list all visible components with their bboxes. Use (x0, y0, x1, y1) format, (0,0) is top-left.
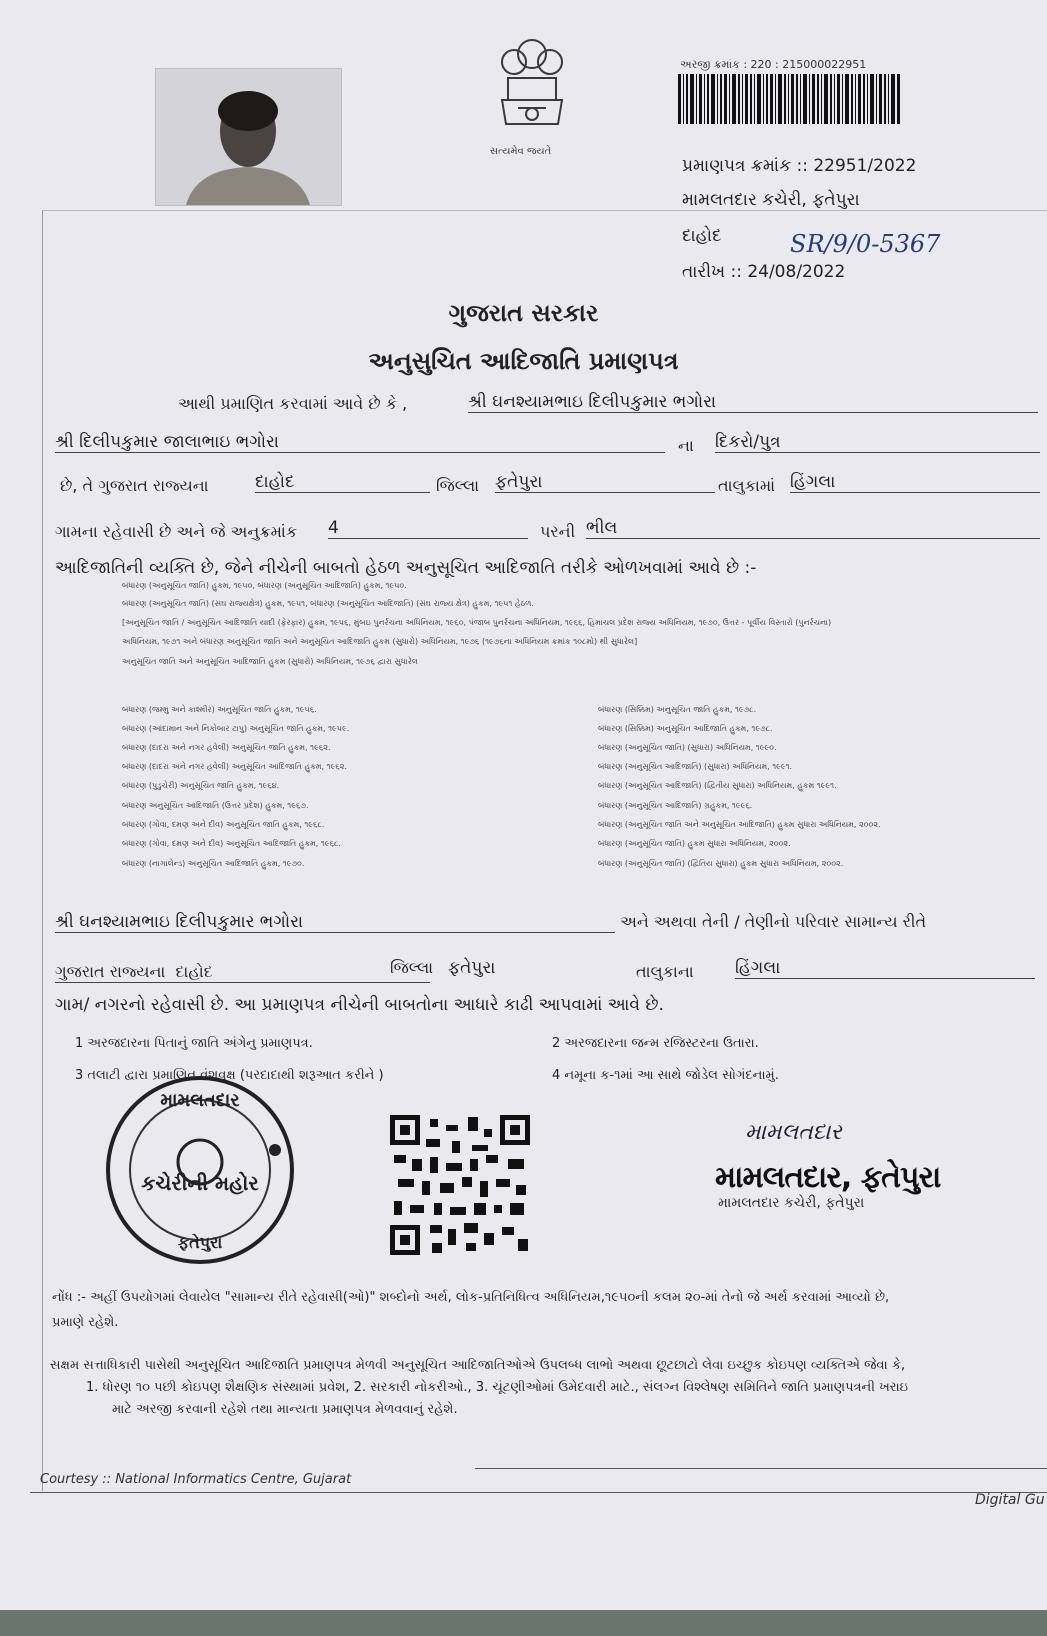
order-line-left: બંધારણ અનુસૂચિત આદિજાતિ (ઉત્તર પ્રદેશ) હુકમ, ૧૯૬૭. (122, 801, 309, 810)
village-value: હિંગલા (790, 472, 1040, 493)
handwritten-reference: SR/9/0-5367 (790, 230, 941, 258)
order-line-right: બંધારણ (અનુસૂચિત આદિજાતિ) ગ્રહુકમ, ૧૯૯૬. (598, 801, 753, 810)
issuing-office: મામલતદાર કચેરી, ફતેપુરા (682, 190, 860, 210)
order-line-left: બંધારણ (દાદરા અને નગર હવેલી) અનુસૂચિત આદિજાતિ હુકમ, ૧૯૬૨. (122, 762, 347, 771)
note-line: માટે અરજી કરવાની રહેશે તથા માન્યતા પ્રમાણપત્ર મેળવવાનું રહેશે. (112, 1402, 458, 1417)
state-text: છે, તે ગુજરાત રાજ્યના (60, 476, 209, 495)
certificate-number: પ્રમાણપત્ર ક્રમાંક :: 22951/2022 (682, 156, 917, 176)
emblem-caption: સત્યમેવ જયતે (490, 146, 552, 157)
residence-taluka: ફતેપુરા (448, 958, 496, 978)
basis-item: 4 નમૂના ક-૧માં આ સાથે જોડેલ સોગંદનામું. (552, 1068, 779, 1083)
order-line-left: બંધારણ (પુડુચેરી) અનુસૂચિત જાતિ હુકમ, ૧૯૬૪. (122, 781, 280, 790)
residence-state-text: ગુજરાત રાજ્યના દાહોદ (55, 962, 430, 983)
footer-divider (475, 1468, 1047, 1469)
order-line: અધિનિયમ, ૧૯૭૧ અને બંધારણ અનુસૂચિત જાતિ અને અનુસૂચિત આદિજાતિ હુકમ (સુધારો) અધિનિયમ, ૧૯૭૬ (૧૯૭૬ના અધિનિયમ ક્રમાંક ૧૦૮મો) થી સુધારેલ] (122, 637, 638, 646)
residence-district: દાહોદ (175, 962, 213, 981)
applicant-photo (155, 68, 342, 206)
order-line-right: બંધારણ (અનુસૂચિત આદિજાતિ) (દ્વિતીય સુધારા) અધિનિયમ, હુકમ ૧૯૯૧. (598, 781, 837, 790)
relation: દિકરો/પુત્ર (715, 432, 1040, 453)
order-line-left: બંધારણ (જમ્મુ અને કાશ્મીર) અનુસૂચિત જાતિ હુકમ, ૧૯૫૬. (122, 705, 317, 714)
order-line-left: બંધારણ (ગોવા, દમણ અને દીવ) અનુસૂચિત આદિજાતિ હુકમ, ૧૯૬૮. (122, 839, 341, 848)
note-line: સક્ષમ સત્તાધિકારી પાસેથી અનુસૂચિત આદિજાતિ પ્રમાણપત્ર મેળવી અનુસૂચિત આદિજાતિઓએ ઉપલબ્ધ લાભો અથવા છૂટછાટો લેવા ઇચ્છુક કોઇપણ વ્યક્તિએ જેવા કે, (50, 1358, 906, 1373)
signatory-title: મામલતદાર, ફતેપુરા (715, 1160, 941, 1195)
note-line: નોંધ :- અહીં ઉપયોગમાં લેવાયેલ "સામાન્ય રીતે રહેવાસી(ઓ)" શબ્દોનો અર્થ, લોક-પ્રતિનિધિત્વ અધિનિયમ,૧૯૫૦ની કલમ ૨૦-માં તેનો જે અર્થ કરવામાં આવ્યો છે, (52, 1290, 890, 1305)
basis-item: 1 અરજદારના પિતાનું જાતિ અંગેનુ પ્રમાણપત્ર. (75, 1036, 313, 1051)
courtesy-text: Courtesy :: National Informatics Centre, Gujarat (40, 1472, 352, 1487)
note-line: પ્રમાણે રહેશે. (52, 1315, 119, 1330)
signature-script: મામલતદાર (745, 1120, 842, 1145)
family-text: અને અથવા તેની / તેણીનો પરિવાર સામાન્ય રીતે (620, 912, 927, 931)
intro-text: આથી પ્રમાણિત કરવામાં આવે છે કે , (178, 394, 408, 413)
basis-item: 2 અરજદારના જન્મ રજિસ્ટરના ઉતારા. (552, 1036, 759, 1051)
qr-code (390, 1115, 530, 1255)
basis-item: 3 તલાટી દ્વારા પ્રમાણિત વંશવૃક્ષ (પરદાદાથી શરૂઆત કરીને ) (75, 1068, 384, 1083)
order-line-left: બંધારણ (દાદરા અને નગર હવેલી) અનુસૂચિત જાતિ હુકમ, ૧૯૬૨. (122, 743, 331, 752)
barcode (678, 74, 900, 124)
residence-name: શ્રી ઘનશ્યામભાઇ દિલીપકુમાર ભગોરા (55, 912, 615, 933)
order-line-right: બંધારણ (અનુસૂચિત જાતિ) (દ્વિતિય સુધારા) હુકમ સુધારા અધિનિયમ, ૨૦૦૨. (598, 859, 844, 868)
order-line-right: બંધારણ (સિક્કિમ) અનુસૂચિત આદિજાતિ હુકમ, ૧૯૭૮. (598, 724, 773, 733)
order-line-right: બંધારણ (અનુસૂચિત જાતિ) (સુધારા) અધિનિયમ, ૧૯૯૦. (598, 743, 777, 752)
order-line-right: બંધારણ (અનુસૂચિત જાતિ અને અનુસૂચિત આદિજાતિ) હુકમ સુધારા અધિનિયમ, ૨૦૦૨. (598, 820, 881, 829)
order-line: બંધારણ (અનુસૂચિત જાતિ) (સંઘ રાજ્યક્ષેત્ર) હુકમ, ૧૯૫૧, બંધારણ (અનુસૂચિત આદિજાતિ) (સંઘ રાજ્ય ક્ષેત્ર) હુકમ, ૧૯૫૧ હેઠળ. (122, 599, 534, 608)
office-seal-stamp (100, 1070, 300, 1270)
issue-date: તારીખ :: 24/08/2022 (682, 262, 846, 282)
order-line-left: બંધારણ (આંદામાન અને નિકોબાર ટાપુ) અનુસૂચિત જાતિ હુકમ, ૧૯૫૯. (122, 724, 350, 733)
signatory-office: મામલતદાર કચેરી, ફતેપુરા (718, 1195, 865, 1211)
order-line-right: બંધારણ (અનુસૂચિત આદિજાતિ) (સુધારા) અધિનિયમ, ૧૯૯૧. (598, 762, 793, 771)
footer-divider (30, 1492, 1047, 1493)
taluka-value: ફતેપુરા (495, 472, 715, 493)
residence-village: હિંગલા (735, 958, 1035, 979)
district-value: દાહોદ (255, 472, 430, 493)
order-line: બંધારણ (અનુસૂચિત જાતિ) હુકમ, ૧૯૫૦, બંધારણ (અનુસૂચિત આદિજાતિ) હુકમ, ૧૯૫૦. (122, 581, 407, 590)
certificate-title: અનુસુચિત આદિજાતિ પ્રમાણપત્ર (368, 346, 679, 375)
order-line: [અનુસૂચિત જાતિ / અનુસૂચિત આદિજાતિ યાદી (ફેરફાર) હુકમ, ૧૯૫૬, મુંબઇ પુનર્રચના અધિનિયમ, ૧૯૬૦, પંજાબ પુનર્રચના અધિનિયમ, ૧૯૬૬, હિમાચલ પ્રદેશ રાજ્ય અધિનિયમ, ૧૯૭૦, ઉત્તર - પૂર્વીય વિસ્તારો (પુનર્રચના) (122, 618, 832, 627)
issuing-district: દાહોદ (682, 226, 722, 246)
residence-district-label: જિલ્લા (390, 958, 434, 977)
applicant-name: શ્રી ઘનશ્યામભાઇ દિલીપકુમાર ભગોરા (468, 392, 1038, 413)
upon-text: પરની (540, 522, 576, 541)
taluka-label: તાલુકામાં (718, 476, 776, 495)
order-line: અનુસૂચિત જાતિ અને અનુસૂચિત આદિજાતિ હુકમ (સુધારો) અધિનિયમ, ૧૯૭૬ દ્વારા સુધારેલ (122, 657, 418, 666)
application-number: અરજી ક્રમાંક : 220 : 215000022951 (680, 58, 867, 71)
stamp-middle-text: કચેરીની મહોર (141, 1171, 259, 1195)
stamp-bottom-text: ફતેપુરા (177, 1233, 223, 1252)
digital-gujarat-text: Digital Gu (975, 1492, 1045, 1508)
ashoka-emblem-icon (488, 28, 576, 148)
declaration-text: આદિજાતિની વ્યક્તિ છે, જેને નીચેની બાબતો હેઠળ અનુસૂચિત આદિજાતિ તરીકે ઓળખવામાં આવે છે :- (55, 558, 757, 578)
tribe-name: ભીલ (586, 518, 1040, 539)
serial-number: 4 (328, 518, 528, 539)
government-title: ગુજરાત સરકાર (448, 298, 599, 327)
order-line-right: બંધારણ (સિક્કિમ) અનુસૂચિત જાતિ હુકમ, ૧૯૭૮. (598, 705, 757, 714)
district-label: જિલ્લા (436, 476, 480, 495)
residence-taluka-label: તાલુકાના (636, 962, 694, 981)
stamp-top-text: મામલતદાર (160, 1090, 240, 1111)
residence-text: ગામના રહેવાસી છે અને જે અનુક્રમાંક (55, 522, 298, 541)
order-line-right: બંધારણ (અનુસૂચિત જાતિ) હુકમ સુધારા અધિનિયમ, ૨૦૦૨. (598, 839, 791, 848)
na-text: ના (678, 436, 694, 455)
basis-text: ગામ/ નગરનો રહેવાસી છે. આ પ્રમાણપત્ર નીચેની બાબતોના આધારે કાઢી આપવામાં આવે છે. (55, 995, 664, 1015)
order-line-left: બંધારણ (ગોવા, દમણ અને દીવ) અનુસૂચિત જાતિ હુકમ, ૧૯૬૮. (122, 820, 325, 829)
order-line-left: બંધારણ (નાગાલેન્ડ) અનુસૂચિત આદિજાતિ હુકમ, ૧૯૭૦. (122, 859, 305, 868)
note-line: 1. ધોરણ ૧૦ પછી કોઇપણ શૈક્ષણિક સંસ્થામાં પ્રવેશ, 2. સરકારી નોકરીઓ., 3. ચૂંટણીઓમાં ઉમેદવારી માટે., સંલગ્ન વિશ્લેષણ સમિતિને જાતિ પ્રમાણપત્રની ખરાઇ (86, 1380, 909, 1395)
father-name: શ્રી દિલીપકુમાર જાલાભાઇ ભગોરા (55, 432, 665, 453)
